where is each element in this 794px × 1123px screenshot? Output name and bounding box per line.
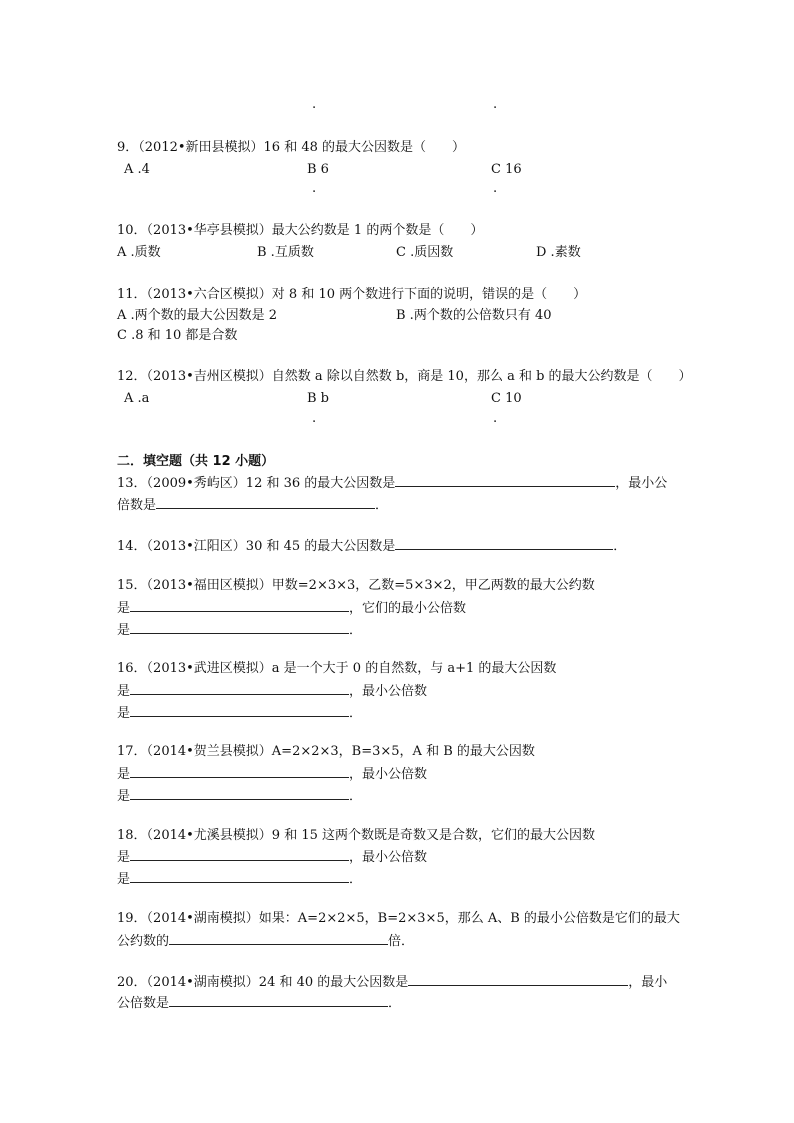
question-20-text: ，最小 bbox=[628, 975, 668, 990]
question-10-option-b: B .互质数 bbox=[257, 245, 314, 260]
answer-blank[interactable] bbox=[395, 537, 613, 550]
question-15-text: 是 bbox=[117, 623, 131, 638]
question-16-end: ． bbox=[349, 706, 363, 721]
question-14-text: 14．（2013•江阳区）30 和 45 的最大公因数是 bbox=[117, 539, 396, 554]
answer-blank[interactable] bbox=[130, 787, 349, 800]
answer-blank[interactable] bbox=[169, 932, 388, 945]
question-20-end: ． bbox=[388, 996, 402, 1011]
question-9-option-b: B 6 bbox=[307, 162, 329, 177]
question-10-option-a: A .质数 bbox=[117, 245, 161, 260]
answer-blank[interactable] bbox=[130, 621, 349, 634]
question-12-option-b: B b bbox=[307, 391, 330, 406]
question-17-line-2 bbox=[117, 765, 427, 783]
question-17-end: ． bbox=[349, 789, 363, 804]
question-17-text: 是 bbox=[117, 767, 131, 782]
answer-blank[interactable] bbox=[130, 682, 349, 695]
question-20-line-1 bbox=[117, 973, 667, 991]
question-18-end: ． bbox=[349, 872, 363, 887]
question-17-text: ，最小公倍数 bbox=[349, 767, 428, 782]
answer-blank[interactable] bbox=[408, 973, 628, 986]
question-14-end: ． bbox=[613, 539, 627, 554]
question-12-stem: 12．（2013•吉州区模拟）自然数 a 除以自然数 b，商是 10，那么 a 和 b 的最大公约数是（ ） bbox=[117, 369, 692, 384]
option-dot: . bbox=[312, 411, 317, 426]
question-18-line-3 bbox=[117, 870, 362, 888]
question-18-text: 是 bbox=[117, 850, 131, 865]
question-14-line-1 bbox=[117, 537, 626, 555]
question-18-text: 是 bbox=[117, 872, 131, 887]
question-18-text: ，最小公倍数 bbox=[349, 850, 428, 865]
question-10-option-c: C .质因数 bbox=[396, 245, 454, 260]
question-9-option-c: C 16 bbox=[491, 162, 522, 177]
question-16-text: ，最小公倍数 bbox=[349, 684, 428, 699]
option-dot: . bbox=[312, 97, 317, 112]
question-20-text: 20．（2014•湖南模拟）24 和 40 的最大公因数是 bbox=[117, 975, 409, 990]
question-13-text: ，最小公 bbox=[615, 476, 668, 491]
answer-blank[interactable] bbox=[130, 765, 349, 778]
question-15-line-3 bbox=[117, 621, 362, 639]
answer-blank[interactable] bbox=[130, 704, 349, 717]
question-16-text: 是 bbox=[117, 706, 131, 721]
answer-blank[interactable] bbox=[130, 599, 349, 612]
question-15-text: 是 bbox=[117, 601, 131, 616]
question-19-line-2 bbox=[117, 932, 414, 950]
question-17-text: 是 bbox=[117, 789, 131, 804]
question-19-line-1: 19．（2014•湖南模拟）如果：A=2×2×5，B=2×3×5，那么 A、B 的最小公倍数是它们的最大 bbox=[117, 911, 680, 926]
question-11-option-a: A .两个数的最大公因数是 2 bbox=[117, 308, 278, 323]
question-16-text: 是 bbox=[117, 684, 131, 699]
question-9-option-a: A .4 bbox=[124, 162, 150, 177]
answer-blank[interactable] bbox=[395, 474, 615, 487]
answer-blank[interactable] bbox=[130, 870, 349, 883]
question-19-text: 公约数的 bbox=[117, 934, 170, 949]
question-13-line-2 bbox=[117, 496, 388, 514]
section-title: 二．填空题（共 12 小题） bbox=[117, 454, 275, 469]
question-11-option-b: B .两个数的公倍数只有 40 bbox=[396, 308, 552, 323]
option-dot: . bbox=[493, 97, 498, 112]
question-10-stem: 10．（2013•华亭县模拟）最大公约数是 1 的两个数是（ ） bbox=[117, 223, 484, 238]
option-dot: . bbox=[493, 181, 498, 196]
question-10-option-d: D .素数 bbox=[536, 245, 581, 260]
question-13-end: ． bbox=[375, 498, 389, 513]
question-17-line-3 bbox=[117, 787, 362, 805]
question-15-end: ． bbox=[349, 623, 363, 638]
question-17-line-1: 17．（2014•贺兰县模拟）A=2×2×3，B=3×5，A 和 B 的最大公因数 bbox=[117, 744, 535, 759]
question-15-line-2 bbox=[117, 599, 466, 617]
option-dot: . bbox=[493, 411, 498, 426]
question-20-text: 公倍数是 bbox=[117, 996, 170, 1011]
question-15-text: ，它们的最小公倍数 bbox=[349, 601, 467, 616]
answer-blank[interactable] bbox=[156, 496, 375, 509]
question-18-line-1: 18．（2014•尤溪县模拟）9 和 15 这两个数既是奇数又是合数，它们的最大公因数 bbox=[117, 828, 596, 843]
question-12-option-a: A .a bbox=[124, 391, 150, 406]
question-9-stem: 9．（2012•新田县模拟）16 和 48 的最大公因数是（ ） bbox=[117, 140, 466, 155]
answer-blank[interactable] bbox=[130, 848, 349, 861]
question-20-line-2 bbox=[117, 994, 401, 1012]
question-15-line-1: 15．（2013•福田区模拟）甲数=2×3×3，乙数=5×3×2，甲乙两数的最大公约数 bbox=[117, 578, 595, 593]
question-18-line-2 bbox=[117, 848, 427, 866]
question-12-option-c: C 10 bbox=[491, 391, 522, 406]
question-11-stem: 11．（2013•六合区模拟）对 8 和 10 两个数进行下面的说明，错误的是（ ） bbox=[117, 287, 587, 302]
question-16-line-1: 16．（2013•武进区模拟）a 是一个大于 0 的自然数，与 a+1 的最大公因数 bbox=[117, 661, 557, 676]
question-16-line-3 bbox=[117, 704, 362, 722]
question-13-text: 13．（2009•秀屿区）12 和 36 的最大公因数是 bbox=[117, 476, 396, 491]
question-11-option-c: C .8 和 10 都是合数 bbox=[117, 328, 238, 343]
question-13-line-1 bbox=[117, 474, 667, 492]
answer-blank[interactable] bbox=[169, 994, 388, 1007]
question-16-line-2 bbox=[117, 682, 427, 700]
question-19-end: 倍． bbox=[388, 934, 415, 949]
option-dot: . bbox=[312, 181, 317, 196]
question-13-text: 倍数是 bbox=[117, 498, 157, 513]
